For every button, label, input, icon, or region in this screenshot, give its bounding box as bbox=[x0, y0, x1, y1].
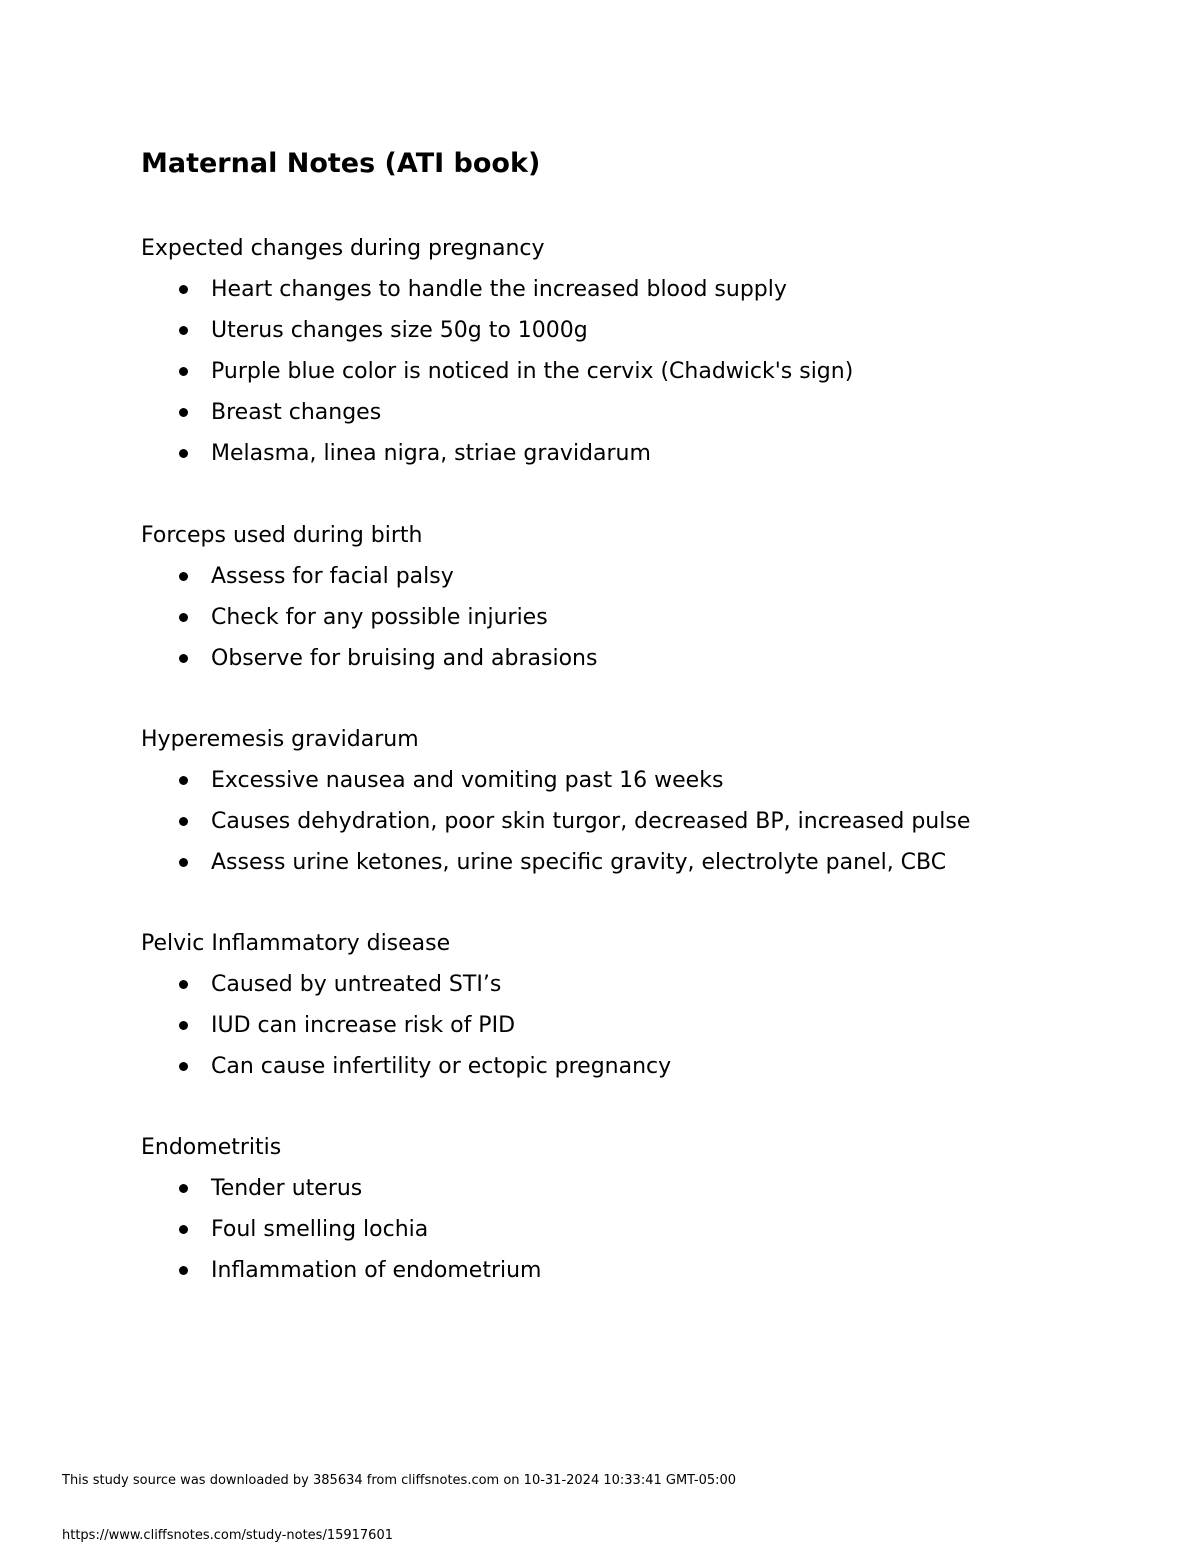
bullet-icon bbox=[179, 980, 188, 989]
bullet-icon bbox=[179, 285, 188, 294]
list-item-text: Assess for facial palsy bbox=[211, 564, 454, 589]
list-item-text: Assess urine ketones, urine specific gravity, electrolyte panel, CBC bbox=[211, 850, 947, 875]
download-notice: This study source was downloaded by 385634 from cliffsnotes.com on 10-31-2024 10:33:41 GMT-05:00 bbox=[62, 1473, 737, 1488]
section-heading: Forceps used during birth bbox=[141, 523, 423, 548]
bullet-icon bbox=[179, 1184, 188, 1193]
section-forceps bbox=[141, 515, 1141, 679]
section-expected-changes bbox=[141, 228, 1141, 474]
bullet-icon bbox=[179, 1021, 188, 1030]
bullet-icon bbox=[179, 367, 188, 376]
list-item bbox=[141, 351, 1141, 392]
list-item bbox=[141, 1209, 1141, 1250]
list-item bbox=[141, 801, 1141, 842]
bullet-icon bbox=[179, 1225, 188, 1234]
section-heading: Endometritis bbox=[141, 1135, 282, 1160]
bullet-icon bbox=[179, 572, 188, 581]
list-item-text: Uterus changes size 50g to 1000g bbox=[211, 318, 588, 343]
list-item-text: Melasma, linea nigra, striae gravidarum bbox=[211, 441, 651, 466]
source-url-link[interactable]: https://www.cliffsnotes.com/study-notes/15917601 bbox=[62, 1528, 393, 1543]
bullet-icon bbox=[179, 776, 188, 785]
list-item-text: Caused by untreated STI’s bbox=[211, 972, 502, 997]
list-item-text: IUD can increase risk of PID bbox=[211, 1013, 516, 1038]
bullet-list bbox=[141, 760, 1141, 883]
section-heading: Hyperemesis gravidarum bbox=[141, 727, 419, 752]
list-item bbox=[141, 597, 1141, 638]
list-item-text: Foul smelling lochia bbox=[211, 1217, 429, 1242]
list-item bbox=[141, 760, 1141, 801]
bullet-list bbox=[141, 964, 1141, 1087]
list-item bbox=[141, 1005, 1141, 1046]
bullet-icon bbox=[179, 408, 188, 417]
bullet-icon bbox=[179, 817, 188, 826]
bullet-icon bbox=[179, 1062, 188, 1071]
section-heading: Expected changes during pregnancy bbox=[141, 236, 545, 261]
section-endometritis bbox=[141, 1127, 1141, 1291]
list-item-text: Breast changes bbox=[211, 400, 382, 425]
bullet-list bbox=[141, 269, 1141, 474]
bullet-icon bbox=[179, 613, 188, 622]
page-title: Maternal Notes (ATI book) bbox=[141, 148, 541, 179]
bullet-list bbox=[141, 1168, 1141, 1291]
list-item bbox=[141, 1250, 1141, 1291]
list-item-text: Heart changes to handle the increased blood supply bbox=[211, 277, 787, 302]
list-item bbox=[141, 1046, 1141, 1087]
list-item bbox=[141, 269, 1141, 310]
list-item bbox=[141, 638, 1141, 679]
list-item-text: Can cause infertility or ectopic pregnancy bbox=[211, 1054, 672, 1079]
list-item-text: Observe for bruising and abrasions bbox=[211, 646, 598, 671]
bullet-icon bbox=[179, 449, 188, 458]
list-item-text: Inflammation of endometrium bbox=[211, 1258, 542, 1283]
bullet-icon bbox=[179, 858, 188, 867]
section-pid bbox=[141, 923, 1141, 1087]
bullet-icon bbox=[179, 1266, 188, 1275]
list-item-text: Purple blue color is noticed in the cervix (Chadwick's sign) bbox=[211, 359, 854, 384]
list-item bbox=[141, 842, 1141, 883]
section-hyperemesis bbox=[141, 719, 1141, 883]
bullet-list bbox=[141, 556, 1141, 679]
list-item bbox=[141, 556, 1141, 597]
list-item-text: Causes dehydration, poor skin turgor, decreased BP, increased pulse bbox=[211, 809, 971, 834]
bullet-icon bbox=[179, 654, 188, 663]
section-heading: Pelvic Inflammatory disease bbox=[141, 931, 451, 956]
list-item bbox=[141, 433, 1141, 474]
list-item bbox=[141, 310, 1141, 351]
list-item-text: Excessive nausea and vomiting past 16 weeks bbox=[211, 768, 724, 793]
list-item bbox=[141, 964, 1141, 1005]
bullet-icon bbox=[179, 326, 188, 335]
list-item bbox=[141, 392, 1141, 433]
list-item-text: Tender uterus bbox=[211, 1176, 363, 1201]
list-item bbox=[141, 1168, 1141, 1209]
list-item-text: Check for any possible injuries bbox=[211, 605, 548, 630]
